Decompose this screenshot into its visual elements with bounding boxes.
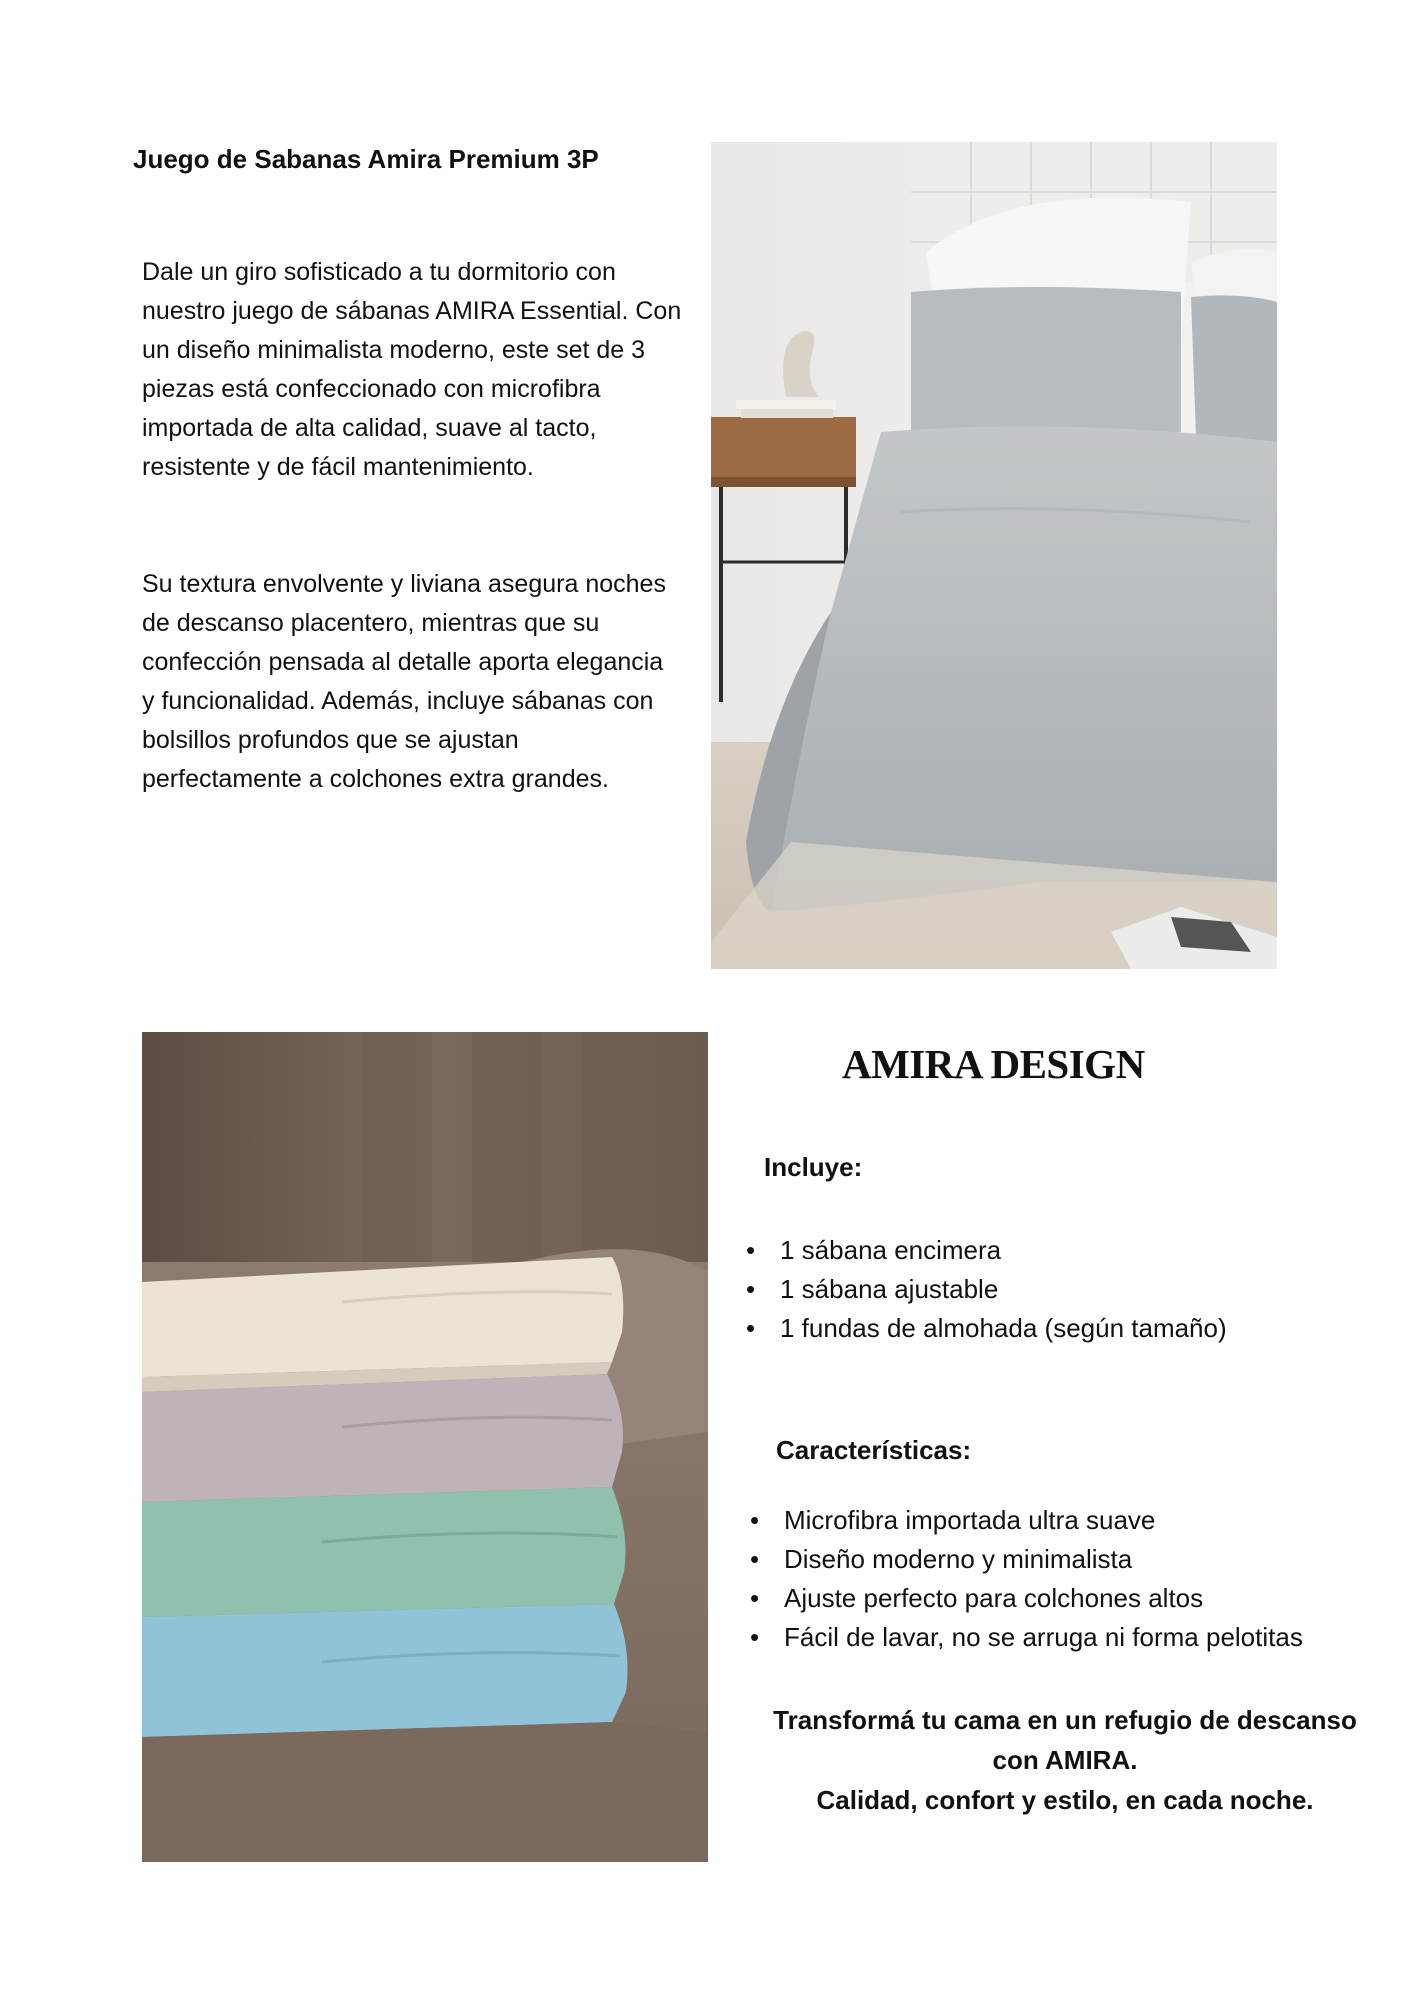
features-list (750, 1501, 1303, 1657)
closing-line-3: Calidad, confort y estilo, en cada noche. (816, 1785, 1314, 1815)
list-item: • Microfibra importada ultra suave (750, 1501, 1303, 1540)
list-item: • Diseño moderno y minimalista (750, 1540, 1303, 1579)
list-item: • 1 fundas de almohada (según tamaño) (746, 1309, 1227, 1348)
brand-name: AMIRA DESIGN (842, 1041, 1145, 1087)
list-item: • 1 sábana ajustable (746, 1270, 1227, 1309)
includes-list (746, 1231, 1227, 1348)
folded-sheets-photo (142, 1032, 708, 1862)
folded-sheets-photo-icon (142, 1032, 708, 1862)
list-item: • Ajuste perfecto para colchones altos (750, 1579, 1303, 1618)
closing-message (735, 1700, 1395, 1820)
bedroom-photo (711, 142, 1277, 969)
includes-heading: Incluye: (764, 1152, 863, 1182)
features-heading: Características: (776, 1435, 972, 1465)
closing-line-1: Transformá tu cama en un refugio de descanso (773, 1705, 1357, 1735)
description-paragraph-1: Dale un giro sofisticado a tu dormitorio con nuestro juego de sábanas AMIRA Essential. Con un diseño minimalista moderno, este set de 3 piezas está confeccionado con microfibra importada de alta calidad, suave al tacto, resistente y de fácil mantenimiento. (142, 258, 682, 481)
description-paragraph-2: Su textura envolvente y liviana asegura noches de descanso placentero, mientras que su confección pensada al detalle aporta elegancia y funcionalidad. Además, incluye sábanas con bolsillos profundos que se ajustan perfectamente a colchones extra grandes. (142, 570, 666, 793)
closing-line-2: con AMIRA. (992, 1745, 1138, 1775)
list-item: • Fácil de lavar, no se arruga ni forma pelotitas (750, 1618, 1303, 1657)
bed-photo-icon (711, 142, 1277, 969)
list-item: • 1 sábana encimera (746, 1231, 1227, 1270)
product-title: Juego de Sabanas Amira Premium 3P (133, 144, 599, 174)
